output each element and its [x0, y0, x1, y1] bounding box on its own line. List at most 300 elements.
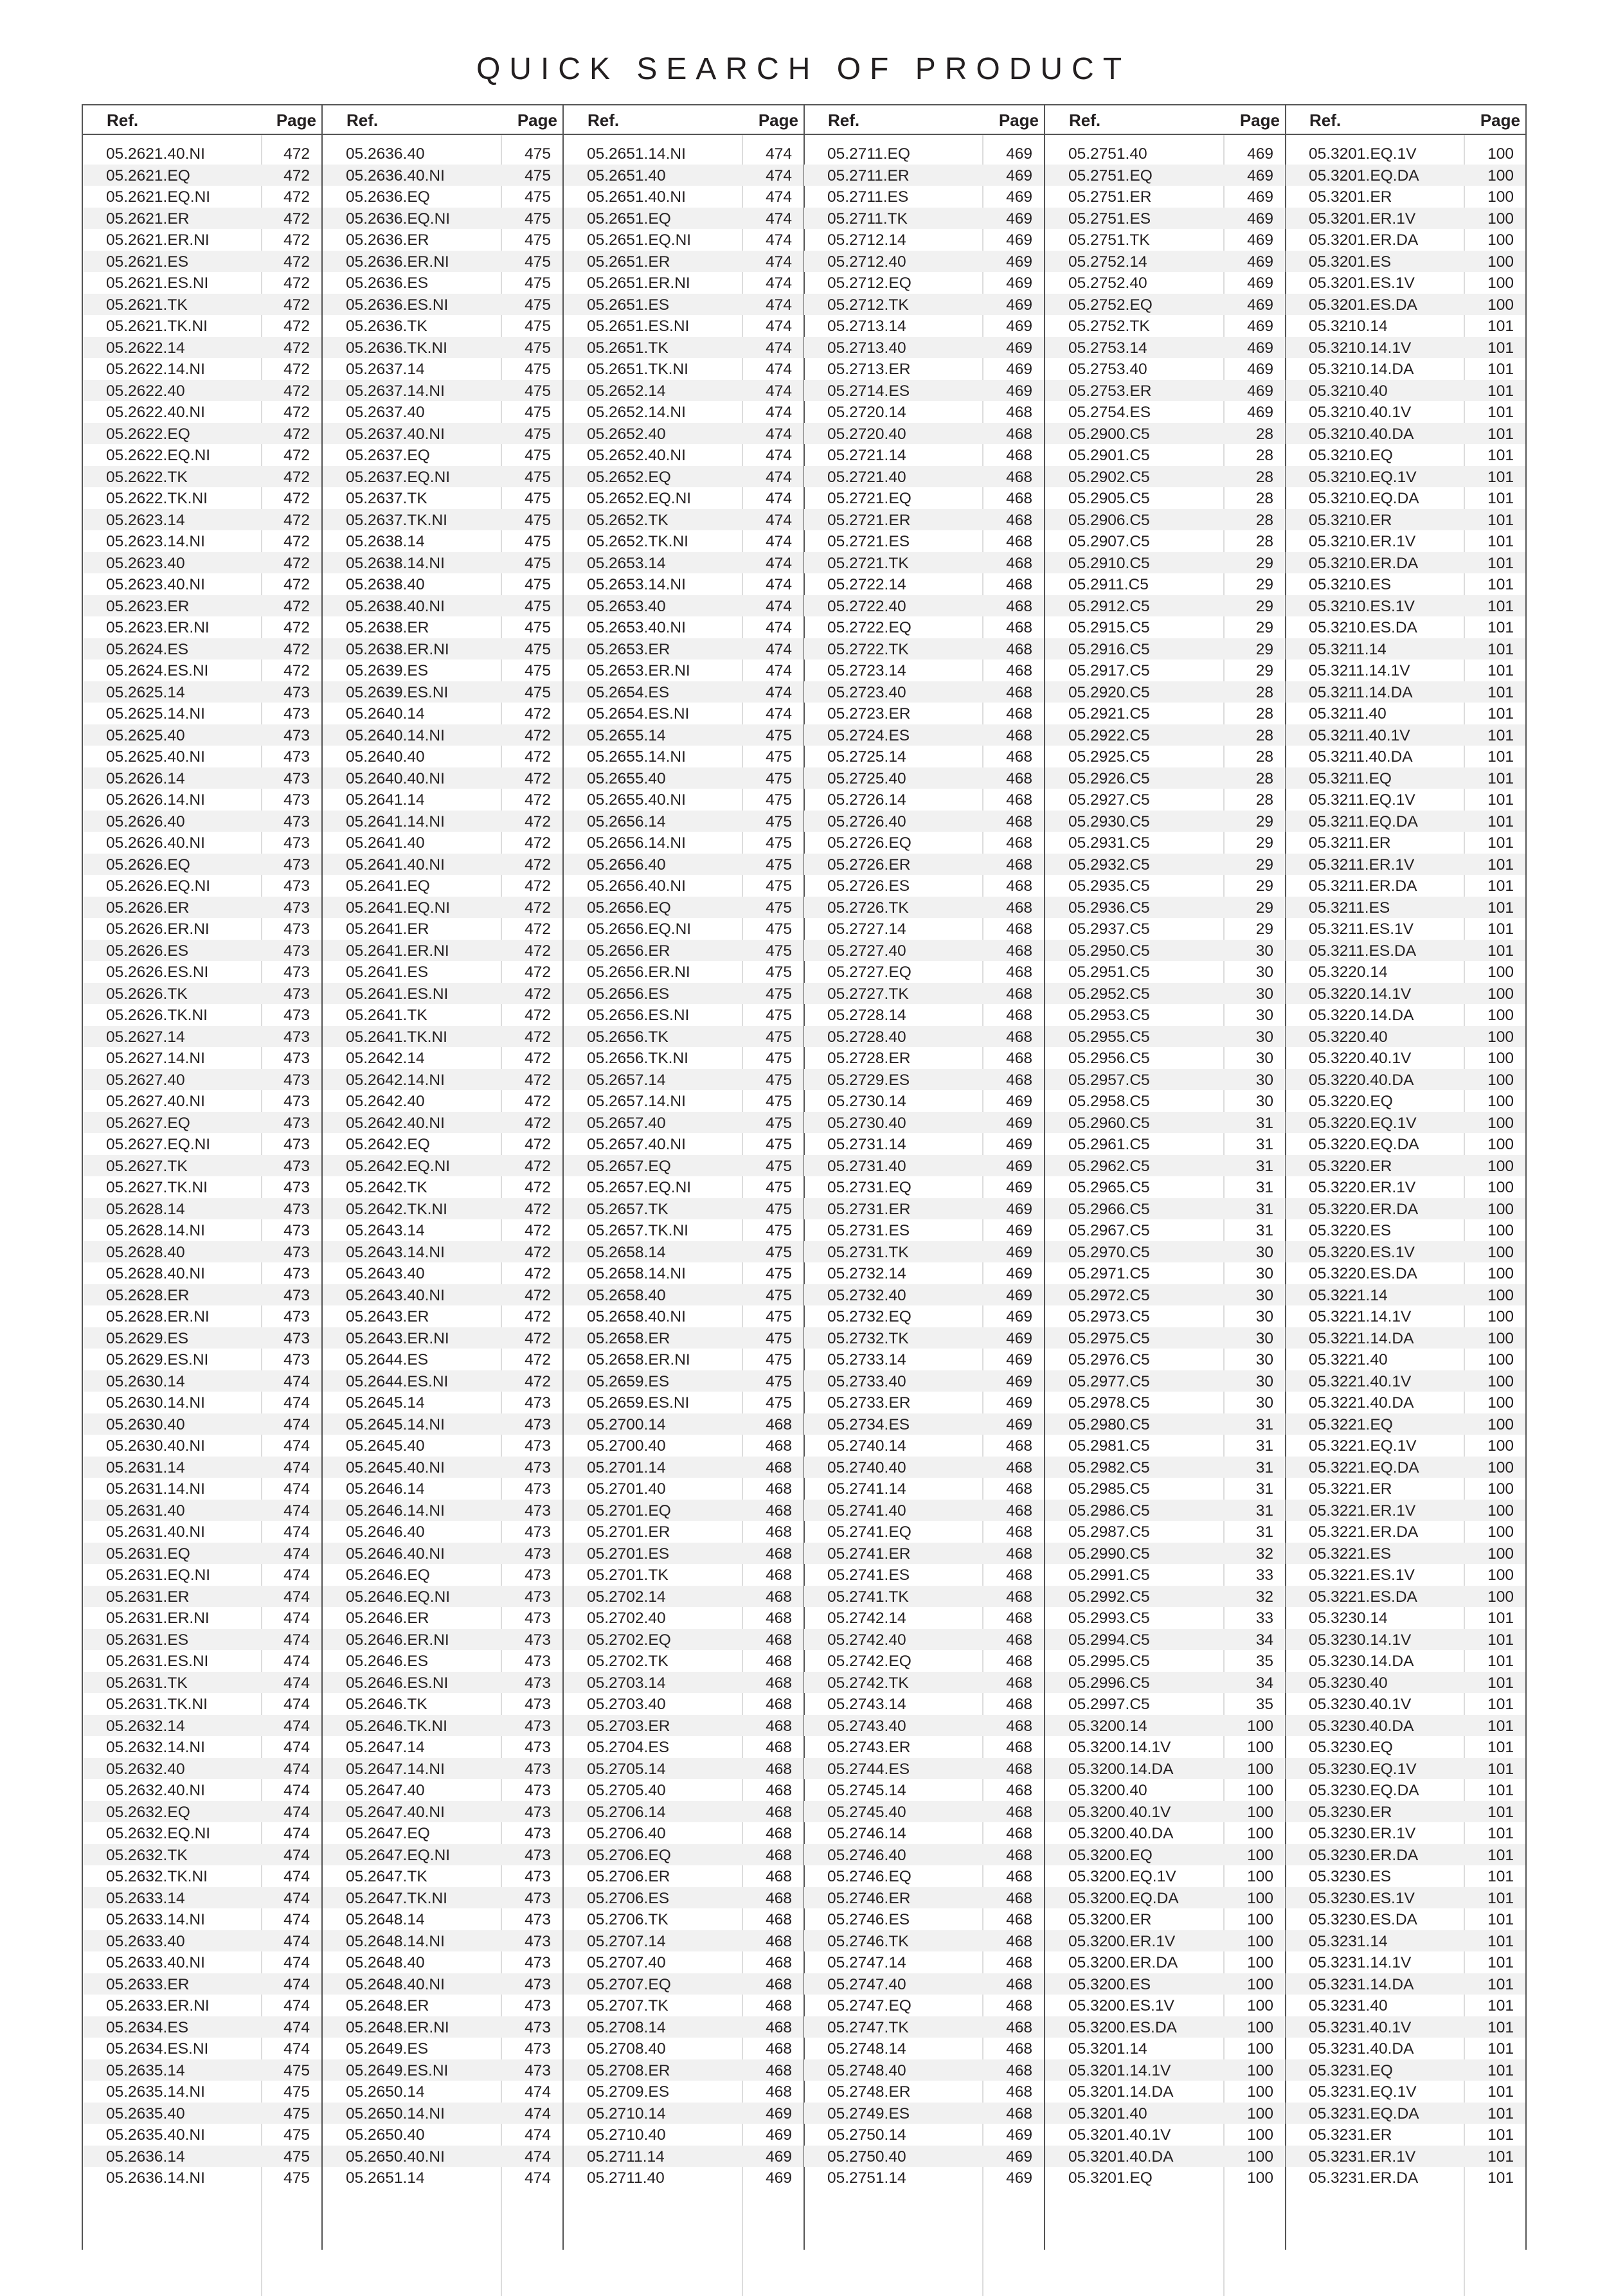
- page-cell: 475: [525, 619, 551, 636]
- table-row: [83, 1392, 321, 1413]
- table-row: [323, 2059, 562, 2081]
- table-row: [83, 1069, 321, 1091]
- page-cell: 473: [525, 1696, 551, 1713]
- ref-cell: 05.2724.ES: [827, 726, 910, 744]
- ref-cell: 05.2747.40: [827, 1975, 906, 1993]
- table-row: [564, 1801, 804, 1823]
- ref-cell: 05.2721.ER: [827, 511, 911, 529]
- page-cell: 469: [1006, 1222, 1032, 1239]
- table-row: [1286, 854, 1525, 875]
- ref-cell: 05.2905.C5: [1068, 490, 1150, 507]
- ref-cell: 05.2621.TK.NI: [106, 318, 208, 335]
- table-row: [1286, 1973, 1525, 1995]
- page-cell: 100: [1487, 1480, 1514, 1498]
- table-row: [323, 186, 562, 208]
- page-cell: 468: [766, 2018, 792, 2036]
- page-cell: 468: [1006, 877, 1032, 895]
- page-cell: 469: [1006, 1179, 1032, 1196]
- table-row: [564, 466, 804, 488]
- page-cell: 468: [1006, 1846, 1032, 1864]
- table-row: [564, 983, 804, 1005]
- table-row: [804, 983, 1044, 1005]
- ref-cell: 05.2646.ER: [346, 1610, 429, 1627]
- page-cell: 472: [283, 640, 310, 658]
- ref-cell: 05.2703.40: [587, 1696, 666, 1713]
- table-row: [323, 616, 562, 638]
- table-row: [564, 143, 804, 165]
- ref-cell: 05.2650.40.NI: [346, 2148, 445, 2166]
- page-cell: 474: [283, 1372, 310, 1390]
- table-row: [1045, 1004, 1285, 1026]
- table-row: [1045, 1284, 1285, 1306]
- table-row: [804, 1004, 1044, 1026]
- ref-cell: 05.2641.ES: [346, 964, 429, 981]
- ref-cell: 05.3231.ER.DA: [1309, 2169, 1419, 2187]
- index-rows: [83, 143, 321, 2189]
- page-cell: 472: [283, 533, 310, 550]
- table-row: [1045, 208, 1285, 229]
- table-row: [804, 208, 1044, 229]
- table-row: [1286, 1736, 1525, 1758]
- page-cell: 473: [283, 726, 310, 744]
- page-header: Page: [276, 111, 316, 130]
- table-row: [1045, 983, 1285, 1005]
- table-row: [564, 2167, 804, 2189]
- ref-cell: 05.2751.ES: [1068, 210, 1151, 228]
- ref-cell: 05.2626.EQ.NI: [106, 877, 211, 895]
- page-cell: 101: [1487, 576, 1514, 593]
- table-row: [83, 1026, 321, 1048]
- table-row: [804, 2016, 1044, 2038]
- ref-cell: 05.2648.14: [346, 1911, 425, 1928]
- page-cell: 475: [283, 2083, 310, 2101]
- page-cell: 472: [525, 812, 551, 830]
- table-row: [564, 1112, 804, 1134]
- page-cell: 469: [1006, 2169, 1032, 2187]
- ref-cell: 05.2747.EQ: [827, 1997, 911, 2014]
- ref-cell: 05.2752.40: [1068, 274, 1147, 292]
- ref-cell: 05.2647.40.NI: [346, 1803, 445, 1821]
- table-row: [83, 832, 321, 854]
- page-cell: 101: [1487, 791, 1514, 809]
- page-cell: 101: [1487, 2040, 1514, 2058]
- table-row: [83, 659, 321, 681]
- ref-cell: 05.2643.14.NI: [346, 1243, 445, 1261]
- ref-cell: 05.3200.ER: [1068, 1911, 1152, 1928]
- ref-cell: 05.2992.C5: [1068, 1588, 1150, 1606]
- table-row: [564, 1629, 804, 1651]
- ref-cell: 05.2700.14: [587, 1415, 666, 1433]
- table-row: [323, 1930, 562, 1952]
- page-cell: 100: [1247, 2169, 1273, 2187]
- ref-cell: 05.2655.14.NI: [587, 748, 686, 766]
- page-cell: 474: [766, 619, 792, 636]
- page-cell: 101: [1487, 1889, 1514, 1907]
- table-row: [1045, 1995, 1285, 2016]
- table-row: [564, 703, 804, 724]
- page-cell: 472: [283, 619, 310, 636]
- ref-cell: 05.3220.14: [1309, 964, 1388, 981]
- table-row: [564, 509, 804, 531]
- table-row: [804, 315, 1044, 337]
- table-row: [564, 875, 804, 897]
- ref-cell: 05.3210.ES.1V: [1309, 597, 1415, 615]
- ref-cell: 05.2631.TK.NI: [106, 1696, 208, 1713]
- ref-cell: 05.2721.TK: [827, 554, 909, 572]
- ref-cell: 05.2731.ES: [827, 1222, 910, 1239]
- table-row: [323, 854, 562, 875]
- ref-cell: 05.2925.C5: [1068, 748, 1150, 766]
- ref-cell: 05.2995.C5: [1068, 1653, 1150, 1670]
- ref-cell: 05.2651.14.NI: [587, 145, 686, 163]
- page-cell: 468: [1006, 1739, 1032, 1756]
- index-rows: [323, 143, 562, 2189]
- page-cell: 475: [766, 1329, 792, 1347]
- page-cell: 101: [1487, 425, 1514, 443]
- page-cell: 472: [525, 1093, 551, 1110]
- table-row: [323, 1457, 562, 1478]
- product-index-table: [82, 104, 1527, 2250]
- ref-cell: 05.3220.ER.1V: [1309, 1179, 1416, 1196]
- ref-cell: 05.2656.ER.NI: [587, 964, 690, 981]
- page-cell: 469: [1006, 382, 1032, 400]
- table-row: [83, 1349, 321, 1370]
- page-cell: 474: [283, 1975, 310, 1993]
- ref-cell: 05.2710.14: [587, 2104, 666, 2122]
- table-row: [1045, 2103, 1285, 2124]
- ref-cell: 05.2950.C5: [1068, 942, 1150, 960]
- ref-cell: 05.2727.40: [827, 942, 906, 960]
- table-row: [1045, 1198, 1285, 1220]
- table-row: [1045, 380, 1285, 402]
- page-cell: 472: [525, 985, 551, 1003]
- ref-cell: 05.2901.C5: [1068, 447, 1150, 464]
- page-cell: 469: [1006, 274, 1032, 292]
- page-cell: 468: [766, 1803, 792, 1821]
- table-row: [83, 724, 321, 746]
- table-row: [1286, 1779, 1525, 1801]
- ref-cell: 05.2997.C5: [1068, 1696, 1150, 1713]
- table-row: [564, 1973, 804, 1995]
- page-cell: 473: [283, 1200, 310, 1218]
- page-cell: 474: [766, 425, 792, 443]
- page-cell: 101: [1487, 1825, 1514, 1842]
- table-row: [323, 1736, 562, 1758]
- table-row: [83, 1995, 321, 2016]
- ref-cell: 05.2628.14: [106, 1200, 185, 1218]
- ref-cell: 05.2746.EQ: [827, 1868, 911, 1885]
- ref-cell: 05.3210.40.DA: [1309, 425, 1414, 443]
- ref-cell: 05.2642.TK.NI: [346, 1200, 447, 1218]
- page-cell: 469: [1006, 339, 1032, 357]
- ref-cell: 05.2655.40.NI: [587, 791, 686, 809]
- page-cell: 469: [1006, 1157, 1032, 1175]
- ref-cell: 05.3211.ES: [1309, 899, 1390, 917]
- page-cell: 101: [1487, 339, 1514, 357]
- page-cell: 100: [1487, 274, 1514, 292]
- page-cell: 474: [283, 1846, 310, 1864]
- ref-cell: 05.3221.ES.1V: [1309, 1566, 1415, 1584]
- ref-cell: 05.3220.ER.DA: [1309, 1200, 1419, 1218]
- page-cell: 475: [525, 490, 551, 507]
- ref-cell: 05.2656.14: [587, 812, 666, 830]
- ref-cell: 05.2646.40.NI: [346, 1545, 445, 1563]
- page-cell: 468: [1006, 899, 1032, 917]
- table-row: [1286, 1004, 1525, 1026]
- ref-cell: 05.2651.ER: [587, 253, 670, 271]
- table-row: [1286, 789, 1525, 811]
- ref-cell: 05.2646.EQ.NI: [346, 1588, 451, 1606]
- page-cell: 473: [283, 1028, 310, 1046]
- table-row: [804, 724, 1044, 746]
- table-row: [1286, 1887, 1525, 1909]
- ref-cell: 05.2991.C5: [1068, 1566, 1150, 1584]
- page-cell: 468: [766, 2061, 792, 2079]
- page-cell: 28: [1255, 748, 1273, 766]
- page-cell: 468: [766, 1696, 792, 1713]
- table-row: [323, 1779, 562, 1801]
- page-cell: 28: [1255, 447, 1273, 464]
- ref-cell: 05.2636.ES: [346, 274, 429, 292]
- page-cell: 473: [525, 1889, 551, 1907]
- page-cell: 474: [283, 1868, 310, 1885]
- table-row: [1045, 1478, 1285, 1500]
- page-cell: 472: [525, 748, 551, 766]
- table-row: [564, 659, 804, 681]
- table-row: [323, 251, 562, 273]
- ref-cell: 05.2708.14: [587, 2018, 666, 2036]
- table-row: [83, 1586, 321, 1608]
- ref-cell: 05.3201.ES: [1309, 253, 1392, 271]
- page-cell: 475: [525, 339, 551, 357]
- table-row: [564, 423, 804, 445]
- table-row: [1045, 358, 1285, 380]
- ref-cell: 05.2656.14.NI: [587, 834, 686, 852]
- table-row: [804, 466, 1044, 488]
- table-row: [804, 1478, 1044, 1500]
- page-header: Page: [517, 111, 557, 130]
- table-row: [564, 1413, 804, 1435]
- table-row: [1045, 186, 1285, 208]
- table-row: [1286, 337, 1525, 359]
- page-cell: 468: [1006, 812, 1032, 830]
- table-row: [323, 2167, 562, 2189]
- table-row: [323, 659, 562, 681]
- page-header: Page: [1480, 111, 1520, 130]
- page-cell: 100: [1487, 1157, 1514, 1175]
- ref-cell: 05.2630.14: [106, 1372, 185, 1390]
- table-row: [564, 1026, 804, 1048]
- page-cell: 100: [1247, 1782, 1273, 1799]
- table-row: [804, 1457, 1044, 1478]
- page-cell: 474: [525, 2083, 551, 2101]
- column-header: [83, 104, 321, 135]
- table-row: [1286, 2103, 1525, 2124]
- page-cell: 101: [1487, 490, 1514, 507]
- ref-cell: 05.2645.40: [346, 1437, 425, 1455]
- table-row: [564, 1435, 804, 1457]
- page-cell: 34: [1255, 1631, 1273, 1649]
- page-cell: 100: [1487, 210, 1514, 228]
- page-cell: 474: [766, 597, 792, 615]
- page-cell: 472: [525, 1028, 551, 1046]
- ref-cell: 05.2987.C5: [1068, 1523, 1150, 1541]
- ref-cell: 05.3221.14: [1309, 1286, 1388, 1304]
- ref-cell: 05.2658.ER.NI: [587, 1351, 690, 1368]
- ref-cell: 05.2742.TK: [827, 1674, 909, 1692]
- ref-cell: 05.2631.ER: [106, 1588, 190, 1606]
- ref-cell: 05.3231.14.1V: [1309, 1954, 1412, 1971]
- page-cell: 474: [766, 404, 792, 421]
- ref-cell: 05.2621.TK: [106, 296, 188, 314]
- page-cell: 468: [1006, 1071, 1032, 1089]
- ref-cell: 05.2622.14: [106, 339, 185, 357]
- table-row: [804, 1026, 1044, 1048]
- page-cell: 31: [1255, 1480, 1273, 1498]
- ref-cell: 05.2746.ES: [827, 1911, 910, 1928]
- page-cell: 30: [1255, 1329, 1273, 1347]
- ref-cell: 05.2750.40: [827, 2148, 906, 2166]
- page-cell: 472: [525, 1351, 551, 1368]
- table-row: [1286, 1069, 1525, 1091]
- page-header: Page: [1239, 111, 1280, 130]
- table-row: [564, 2124, 804, 2146]
- table-row: [1286, 251, 1525, 273]
- table-row: [1045, 1305, 1285, 1327]
- ref-cell: 05.3230.ER: [1309, 1803, 1392, 1821]
- page-cell: 474: [283, 1437, 310, 1455]
- ref-cell: 05.2733.14: [827, 1351, 906, 1368]
- page-cell: 469: [1006, 1136, 1032, 1153]
- ref-cell: 05.2982.C5: [1068, 1458, 1150, 1476]
- table-row: [1045, 1026, 1285, 1048]
- table-row: [804, 1758, 1044, 1780]
- table-row: [323, 1198, 562, 1220]
- ref-cell: 05.2647.14: [346, 1739, 425, 1756]
- page-cell: 28: [1255, 769, 1273, 787]
- table-row: [83, 1133, 321, 1155]
- table-row: [1286, 897, 1525, 919]
- ref-cell: 05.2926.C5: [1068, 769, 1150, 787]
- page-cell: 100: [1487, 1200, 1514, 1218]
- ref-cell: 05.2647.EQ.NI: [346, 1846, 451, 1864]
- table-row: [804, 1047, 1044, 1069]
- ref-cell: 05.2966.C5: [1068, 1200, 1150, 1218]
- ref-cell: 05.3231.40: [1309, 1997, 1388, 2014]
- page-cell: 475: [766, 748, 792, 766]
- page-cell: 30: [1255, 964, 1273, 981]
- ref-cell: 05.3231.EQ.1V: [1309, 2083, 1417, 2101]
- table-row: [83, 1457, 321, 1478]
- page-cell: 468: [766, 1653, 792, 1670]
- ref-cell: 05.2704.ES: [587, 1739, 670, 1756]
- page-cell: 474: [525, 2104, 551, 2122]
- ref-cell: 05.2752.EQ: [1068, 296, 1153, 314]
- table-row: [323, 1672, 562, 1694]
- page-cell: 469: [766, 2126, 792, 2144]
- ref-cell: 05.2912.C5: [1068, 597, 1150, 615]
- table-row: [804, 1973, 1044, 1995]
- table-row: [1286, 767, 1525, 789]
- table-row: [564, 1672, 804, 1694]
- ref-cell: 05.2701.ES: [587, 1545, 670, 1563]
- table-row: [83, 1435, 321, 1457]
- page-cell: 472: [283, 490, 310, 507]
- ref-cell: 05.2640.14: [346, 705, 425, 722]
- ref-cell: 05.2657.40.NI: [587, 1136, 686, 1153]
- ref-cell: 05.2733.ER: [827, 1394, 911, 1412]
- ref-cell: 05.2646.ES: [346, 1653, 429, 1670]
- page-cell: 32: [1255, 1545, 1273, 1563]
- ref-cell: 05.2753.40: [1068, 361, 1147, 378]
- table-row: [1286, 918, 1525, 940]
- page-cell: 34: [1255, 1674, 1273, 1692]
- ref-cell: 05.2633.ER: [106, 1975, 190, 1993]
- table-row: [1045, 1349, 1285, 1370]
- table-row: [1286, 165, 1525, 186]
- ref-cell: 05.2723.ER: [827, 705, 911, 722]
- page-cell: 472: [525, 899, 551, 917]
- table-row: [1045, 1327, 1285, 1349]
- ref-cell: 05.2740.14: [827, 1437, 906, 1455]
- page-cell: 29: [1255, 899, 1273, 917]
- table-row: [804, 1951, 1044, 1973]
- page-cell: 101: [1487, 2083, 1514, 2101]
- table-row: [1045, 1413, 1285, 1435]
- table-row: [564, 1521, 804, 1543]
- table-row: [804, 1198, 1044, 1220]
- ref-cell: 05.2722.TK: [827, 640, 909, 658]
- page-cell: 100: [1487, 1351, 1514, 1368]
- page-cell: 469: [766, 2169, 792, 2187]
- ref-cell: 05.2653.ER: [587, 640, 670, 658]
- ref-cell: 05.3221.EQ.DA: [1309, 1458, 1419, 1476]
- page-cell: 100: [1247, 1846, 1273, 1864]
- ref-cell: 05.3221.ER: [1309, 1480, 1392, 1498]
- page-cell: 468: [1006, 1610, 1032, 1627]
- table-row: [804, 423, 1044, 445]
- table-row: [1045, 2167, 1285, 2189]
- table-row: [804, 2081, 1044, 2103]
- table-row: [1045, 1715, 1285, 1737]
- ref-cell: 05.2728.14: [827, 1007, 906, 1024]
- table-row: [564, 2016, 804, 2038]
- table-row: [564, 1887, 804, 1909]
- page-cell: 475: [283, 2104, 310, 2122]
- page-cell: 469: [1006, 1394, 1032, 1412]
- table-row: [564, 1478, 804, 1500]
- table-row: [323, 1500, 562, 1521]
- table-row: [1045, 1435, 1285, 1457]
- table-row: [83, 703, 321, 724]
- page-cell: 472: [525, 769, 551, 787]
- ref-cell: 05.3211.14.DA: [1309, 683, 1413, 701]
- ref-cell: 05.2996.C5: [1068, 1674, 1150, 1692]
- ref-cell: 05.2653.ER.NI: [587, 662, 690, 679]
- table-row: [83, 401, 321, 423]
- table-row: [83, 811, 321, 832]
- page-cell: 468: [1006, 1760, 1032, 1778]
- ref-cell: 05.2651.ER.NI: [587, 274, 690, 292]
- page-cell: 474: [283, 1954, 310, 1971]
- ref-cell: 05.2648.40.NI: [346, 1975, 445, 1993]
- page-cell: 101: [1487, 1954, 1514, 1971]
- ref-cell: 05.2910.C5: [1068, 554, 1150, 572]
- page-cell: 472: [283, 447, 310, 464]
- page-cell: 101: [1487, 856, 1514, 874]
- ref-cell: 05.3211.14.1V: [1309, 662, 1410, 679]
- ref-cell: 05.3211.ER.1V: [1309, 856, 1415, 874]
